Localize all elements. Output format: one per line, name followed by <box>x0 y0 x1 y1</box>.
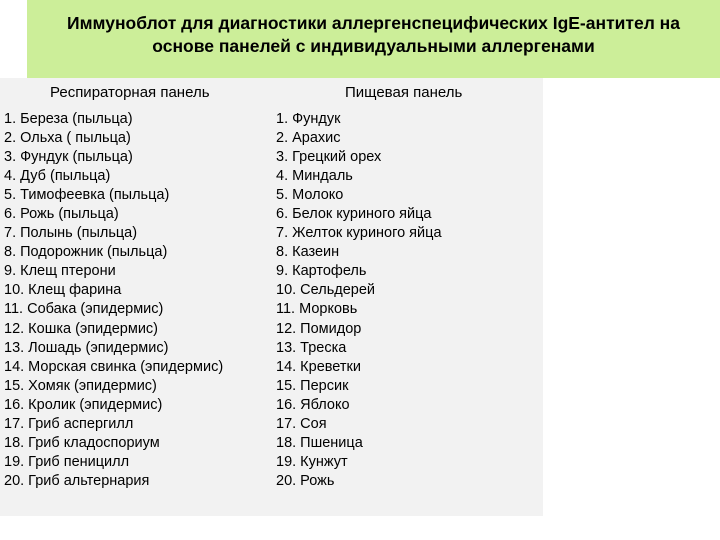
food-item: 1. Фундук <box>276 111 341 127</box>
respiratory-item: 7. Полынь (пыльца) <box>4 225 138 242</box>
food-item: 8. Казеин <box>276 244 340 261</box>
respiratory-item: 6. Рожь (пыльца) <box>4 206 119 223</box>
respiratory-item: 19. Гриб пеницилл <box>4 453 130 470</box>
food-panel-header: Пищевая панель <box>345 84 463 101</box>
food-item: 5. Молоко <box>276 187 344 204</box>
respiratory-item: 5. Тимофеевка (пыльца) <box>4 187 170 204</box>
food-item: 20. Рожь <box>276 472 335 489</box>
slide-title <box>27 12 720 58</box>
food-item: 14. Креветки <box>276 358 361 375</box>
food-item: 7. Желток куриного яйца <box>276 225 442 242</box>
respiratory-item: 18. Гриб кладоспориум <box>4 434 160 451</box>
respiratory-item: 2. Ольха ( пыльца) <box>4 130 131 147</box>
respiratory-item: 3. Фундук (пыльца) <box>4 149 133 166</box>
food-item: 11. Морковь <box>276 301 358 318</box>
food-item: 3. Грецкий орех <box>276 149 382 166</box>
respiratory-item: 16. Кролик (эпидермис) <box>4 396 163 413</box>
respiratory-item: 15. Хомяк (эпидермис) <box>4 377 157 394</box>
respiratory-item: 17. Гриб аспергилл <box>4 415 134 432</box>
title-banner <box>27 0 720 78</box>
food-item: 6. Белок куриного яйца <box>276 206 432 223</box>
respiratory-item: 13. Лошадь (эпидермис) <box>4 339 169 356</box>
food-item: 10. Сельдерей <box>276 282 376 299</box>
respiratory-item: 20. Гриб альтернария <box>4 472 150 489</box>
food-item: 12. Помидор <box>276 320 362 337</box>
slide-title-line-1: Иммуноблот для диагностики аллергенспецифических IgE-антител на <box>67 13 680 33</box>
respiratory-item: 4. Дуб (пыльца) <box>4 168 111 185</box>
respiratory-item: 9. Клещ птерони <box>4 263 116 280</box>
respiratory-item: 1. Береза (пыльца) <box>4 111 133 127</box>
food-item: 18. Пшеница <box>276 434 363 451</box>
food-item: 2. Арахис <box>276 130 341 147</box>
food-item: 19. Кунжут <box>276 453 348 470</box>
respiratory-item: 8. Подорожник (пыльца) <box>4 244 168 261</box>
respiratory-item: 11. Собака (эпидермис) <box>4 301 164 318</box>
food-item: 13. Треска <box>276 339 347 356</box>
food-panel-list <box>276 110 442 491</box>
respiratory-item: 10. Клещ фарина <box>4 282 122 299</box>
food-item: 17. Соя <box>276 415 327 432</box>
food-item: 4. Миндаль <box>276 168 353 185</box>
food-item: 15. Персик <box>276 377 349 394</box>
food-item: 16. Яблоко <box>276 396 350 413</box>
food-item: 9. Картофель <box>276 263 367 280</box>
respiratory-item: 14. Морская свинка (эпидермис) <box>4 358 224 375</box>
respiratory-panel-header: Респираторная панель <box>50 84 210 101</box>
respiratory-panel-list <box>4 110 223 491</box>
slide-title-line-2: основе панелей с индивидуальными аллергенами <box>152 36 595 56</box>
respiratory-item: 12. Кошка (эпидермис) <box>4 320 158 337</box>
